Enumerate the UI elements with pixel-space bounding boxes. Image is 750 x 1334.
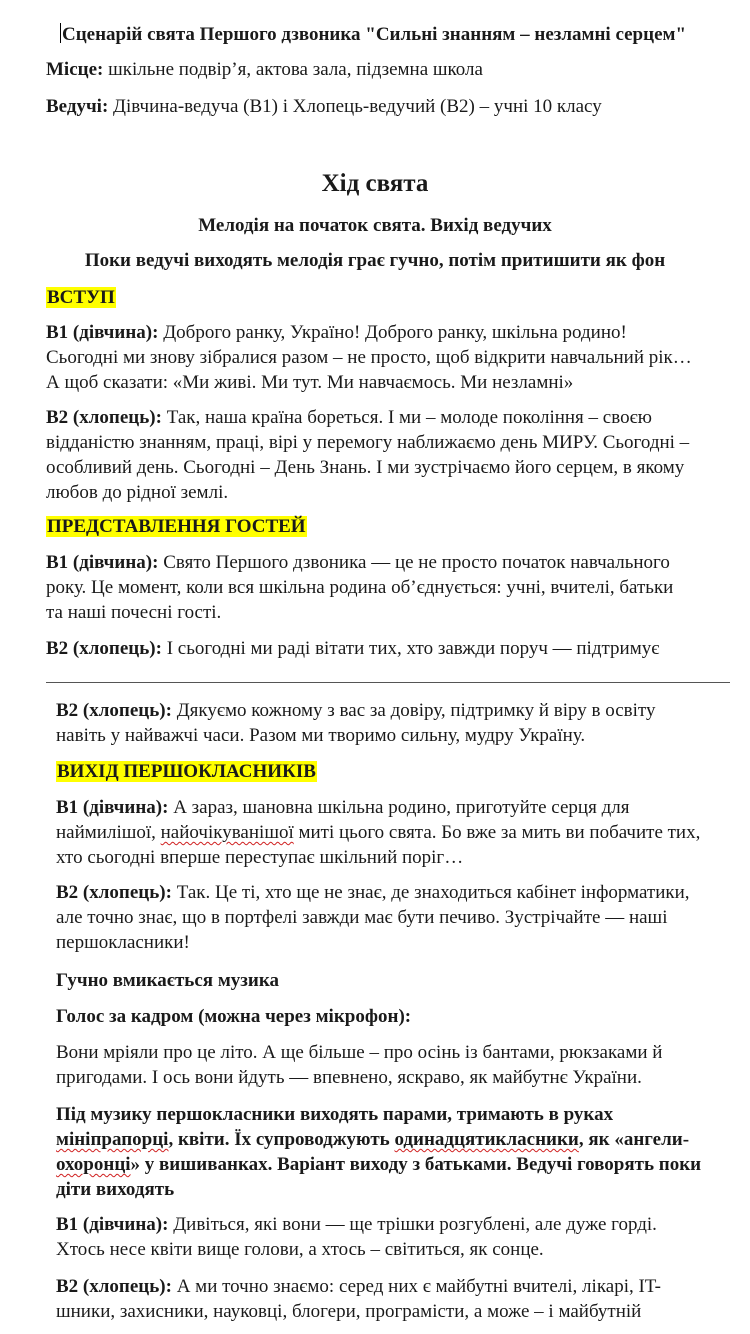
document-page-2 <box>0 684 750 1334</box>
voice-note: Голос за кадром (можна через мікрофон): <box>56 1006 412 1027</box>
hosts-value: Дівчина-ведуча (В1) і Хлопець-ведучий (В2) – учні 10 класу <box>108 96 602 117</box>
heading-intro-text: ВСТУП <box>47 287 115 308</box>
speaker-label: В2 (хлопець): <box>46 638 162 659</box>
firstgraders-b2-paragraph: В2 (хлопець): Так. Це ті, хто ще не знає, де знаходиться кабінет інформатики, але точно знає, що в портфелі завжди має бути печиво. Зустрічайте — наші першокласники! <box>56 882 690 953</box>
section-title: Хід свята <box>321 170 429 197</box>
hosts-line <box>46 94 602 119</box>
heading-firstgraders-text: ВИХІД ПЕРШОКЛАСНИКІВ <box>57 761 316 782</box>
heading-guests <box>46 514 307 539</box>
speaker-label: В2 (хлопець): <box>56 700 172 721</box>
end-b2-paragraph: В2 (хлопець): А ми точно знаємо: серед них є майбутні вчителі, лікарі, IT- шники, захисники, науковці, блогери, програмісти, а може – і майбутній <box>56 1276 661 1322</box>
guests-b2-paragraph: В2 (хлопець): І сьогодні ми раді вітати тих, хто завжди поруч — підтримує <box>46 638 660 659</box>
stage-direction-paragraph: Під музику першокласники виходять парами, тримають в руках мініпрапорці, квіти. Їх супроводжують одинадцятикласники, як «ангели- охоронці» у вишиванках. Варіант виходу з батьками. Ведучі говорять поки діти виходять <box>56 1104 702 1200</box>
subtitle-stage-note: Поки ведучі виходять мелодія грає гучно, потім притишити як фон <box>84 250 666 271</box>
heading-guests-text: ПРЕДСТАВЛЕННЯ ГОСТЕЙ <box>47 516 306 537</box>
page-break-divider <box>46 682 730 683</box>
heading-firstgraders <box>56 759 317 784</box>
end-b1-paragraph: В1 (дівчина): Дивіться, які вони — ще трішки розгублені, але дуже горді. Хтось несе квіти вище голови, а хтось – світиться, як сонце. <box>56 1214 657 1260</box>
spellcheck-word: одинадцятикласники <box>394 1129 579 1150</box>
speaker-label: В1 (дівчина): <box>46 552 159 573</box>
thanks-paragraph: В2 (хлопець): Дякуємо кожному з вас за довіру, підтримку й віру в освіту навіть у найважчі часи. Разом ми творимо сильну, мудру Україну. <box>56 700 656 746</box>
place-line <box>46 57 483 82</box>
document-title: Сценарій свята Першого дзвоника "Сильні знанням – незламні серцем" <box>62 24 686 45</box>
spellcheck-word: мініпрапорці <box>56 1129 169 1150</box>
place-label: Місце: <box>46 59 104 80</box>
spellcheck-word: охоронці <box>56 1154 131 1175</box>
speaker-label: В1 (дівчина): <box>56 797 169 818</box>
spellcheck-word: найочікуванішої <box>160 822 294 843</box>
firstgraders-b1-paragraph: В1 (дівчина): А зараз, шановна шкільна родино, приготуйте серця для наймилішої, найочікуванішої миті цього свята. Бо вже за мить ви побачите тих, хто сьогодні вперше переступає шкільний поріг… <box>56 797 701 868</box>
speaker-label: В2 (хлопець): <box>46 407 162 428</box>
subtitle-melody: Мелодія на початок свята. Вихід ведучих <box>198 215 552 236</box>
text-cursor <box>60 23 61 43</box>
heading-intro <box>46 285 116 310</box>
intro-b1-paragraph: В1 (дівчина): Доброго ранку, Україно! Доброго ранку, шкільна родино! Сьогодні ми знову зібралися разом – не просто, щоб відкрити навчальний рік… А щоб сказати: «Ми живі. Ми тут. Ми навчаємось. Ми незламні» <box>46 322 692 393</box>
music-note: Гучно вмикається музика <box>56 970 279 991</box>
speaker-label: В2 (хлопець): <box>56 882 172 903</box>
speaker-label: В2 (хлопець): <box>56 1276 172 1297</box>
speaker-label: В1 (дівчина): <box>46 322 159 343</box>
hosts-label: Ведучі: <box>46 96 109 117</box>
speaker-label: В1 (дівчина): <box>56 1214 169 1235</box>
guests-b1-paragraph: В1 (дівчина): Свято Першого дзвоника — це не просто початок навчального року. Це момент, коли вся шкільна родина об’єднується: учні, вчителі, батьки та наші почесні гості. <box>46 552 674 623</box>
voice-paragraph: Вони мріяли про це літо. А ще більше – про осінь із бантами, рюкзаками й пригодами. І ось вони йдуть — впевнено, яскраво, як майбутнє України. <box>56 1042 663 1088</box>
place-value: шкільне подвір’я, актова зала, підземна школа <box>103 59 483 80</box>
intro-b2-paragraph: В2 (хлопець): Так, наша країна бореться. І ми – молоде покоління – своєю відданістю знанням, праці, вірі у перемогу наближаємо день МИРУ. Сьогодні – особливий день. Сьогодні – День Знань. І ми зустрічаємо його серцем, в якому любов до рідної землі. <box>46 407 690 503</box>
